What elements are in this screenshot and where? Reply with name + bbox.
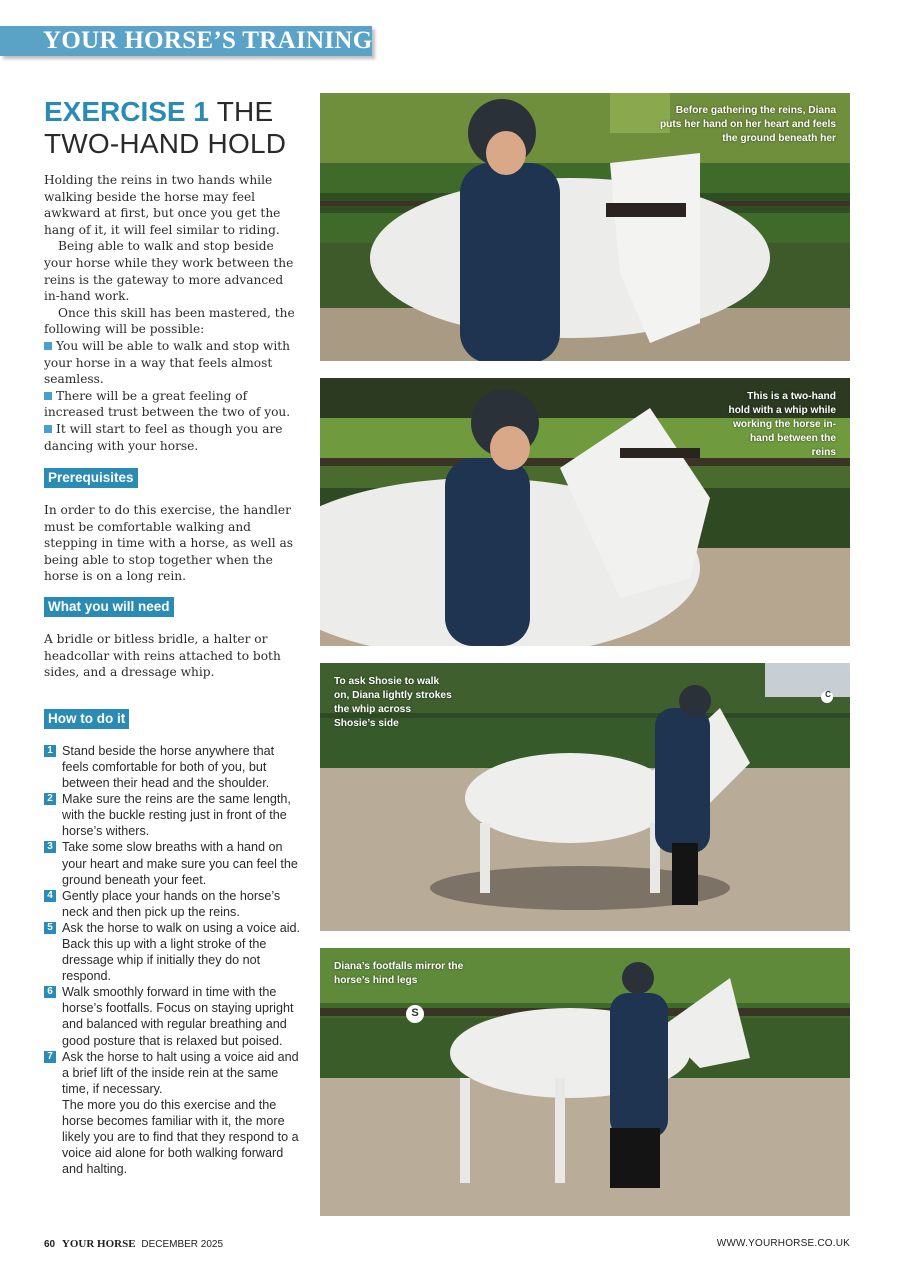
photo-caption: This is a two-hand hold with a whip while working the horse in-hand between the reins [728, 391, 836, 458]
step-number: 6 [44, 986, 56, 998]
bullet-square-icon [44, 392, 52, 400]
prerequisites-text: In order to do this exercise, the handler must be comfortable walking and stepping in time with a horse, as well as being able to stop together when the horse is on a long rein. [44, 503, 293, 584]
photo-4-illustration [320, 948, 850, 1216]
step-number: 5 [44, 922, 56, 934]
step-item: 6 Walk smoothly forward in time with the horse’s footfalls. Focus on staying upright and balanced with regular breathing and good posture that is relaxed but poised. [44, 984, 300, 1048]
step-number: 1 [44, 745, 56, 757]
closing-text: The more you do this exercise and the horse becomes familiar with it, the more likely you are to find that they respond to a voice aid alone for both walking forward and halting. [62, 1097, 299, 1177]
intro-paragraph: Holding the reins in two hands while walking beside the horse may feel awkward at first, but once you get the hang of it, it will feel similar to riding. [44, 173, 281, 237]
bullet-item: It will start to feel as though you are dancing with your horse. [44, 421, 283, 453]
bullet-item: You will be able to walk and stop with your horse in a way that feels almost seamless. [44, 338, 290, 387]
step-item: 5 Ask the horse to walk on using a voice aid. Back this up with a light stroke of the dressage whip if initially they do not respond. [44, 920, 300, 984]
title-rest-line2: TWO-HAND HOLD [44, 128, 287, 159]
photo-caption: Before gathering the reins, Diana puts her hand on her heart and feels the ground beneath her [659, 105, 836, 144]
intro-text [44, 172, 300, 454]
bullet-square-icon [44, 425, 52, 433]
intro-paragraph: Once this skill has been mastered, the following will be possible: [44, 305, 295, 337]
step-number: 4 [44, 890, 56, 902]
steps-list [44, 743, 300, 1178]
section-banner-text: YOUR HORSE’S TRAINING [43, 27, 373, 54]
footer-url[interactable]: WWW.YOURHORSE.CO.UK [716, 1238, 850, 1249]
photo-hand-on-heart [320, 93, 850, 361]
issue-date: DECEMBER 2025 [141, 1239, 224, 1250]
step-number: 7 [44, 1051, 56, 1063]
step-number: 3 [44, 841, 56, 853]
need-text: A bridle or bitless bridle, a halter or headcollar with reins attached to both sides, and a dressage whip. [44, 632, 281, 680]
step-item: 3 Take some slow breaths with a hand on your heart and make sure you can feel the ground beneath your feet. [44, 839, 300, 887]
arena-marker-letter: C [825, 690, 831, 699]
photo-two-hand-hold [320, 378, 850, 646]
magazine-name: YOUR HORSE [61, 1238, 136, 1250]
need-heading: What you will need [44, 597, 174, 617]
footer-left [44, 1238, 223, 1250]
photo-walk-on [320, 663, 850, 931]
how-heading: How to do it [44, 709, 129, 729]
title-exercise-number: EXERCISE 1 [44, 96, 209, 127]
photo-caption: To ask Shosie to walk on, Diana lightly strokes the whip across Shosie’s side [334, 676, 452, 729]
title-rest-line1: THE [216, 96, 274, 127]
step-item: 4 Gently place your hands on the horse’s neck and then pick up the reins. [44, 888, 300, 920]
step-number: 2 [44, 793, 56, 805]
article-title [44, 96, 300, 160]
bullet-square-icon [44, 342, 52, 350]
article-column [44, 96, 300, 1177]
step-item: 7 Ask the horse to halt using a voice aid and a brief lift of the inside rein at the same time, if necessary. [44, 1049, 300, 1097]
page-number: 60 [44, 1239, 56, 1250]
section-banner [0, 26, 372, 56]
step-item: 2 Make sure the reins are the same length, with the buckle resting just in front of the horse’s withers. [44, 791, 300, 839]
intro-paragraph: Being able to walk and stop beside your horse while they work between the reins is the gateway to more advanced in-hand work. [44, 239, 294, 304]
photo-footfalls [320, 948, 850, 1216]
photo-caption: Diana’s footfalls mirror the horse’s hind legs [334, 961, 464, 986]
arena-marker-letter: S [411, 1007, 419, 1019]
bullet-item: There will be a great feeling of increased trust between the two of you. [44, 388, 291, 420]
prerequisites-heading: Prerequisites [44, 468, 138, 488]
step-item: 1 Stand beside the horse anywhere that feels comfortable for both of you, but between their head and the shoulder. [44, 743, 300, 791]
